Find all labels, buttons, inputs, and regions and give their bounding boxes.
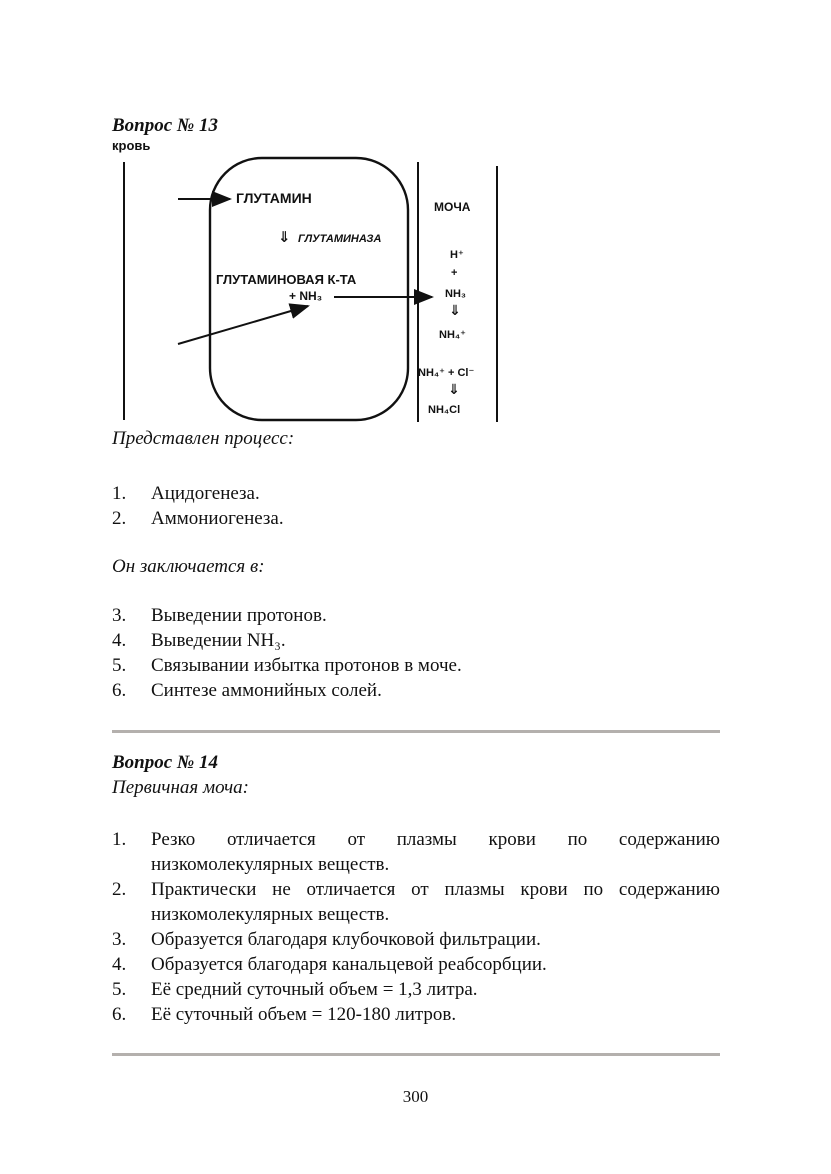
answer-option [112,603,720,628]
plus-nh3-label: + NH₃ [289,289,323,303]
answer-option [112,977,720,1002]
answer-option [112,628,720,653]
page-number: 300 [402,1087,429,1106]
option-number: 1. [112,829,127,850]
question-14-prompt: Первичная моча: [112,777,249,798]
option-text: Выведении протонов. [151,605,327,626]
nh4cl-label: NH₄Cl [428,404,461,416]
down-arrow-icon: ⇓ [278,229,291,246]
down-arrow-icon: ⇓ [448,381,460,397]
question-13-prompt-1: Представлен процесс: [112,428,295,449]
option-number: 2. [112,879,127,900]
option-number: 6. [112,1004,127,1025]
option-number: 4. [112,630,127,651]
urine-label: МОЧА [434,200,471,214]
option-text: Аммониогенеза. [151,508,284,529]
answer-option [112,877,720,927]
option-text: Выведении NH₃. [151,630,286,651]
option-text: Резко отличается от плазмы крови по содержанию низкомолекулярных веществ. [151,829,720,875]
question-13-options-1 [112,481,720,531]
nh3-urine-label: NH₃ [445,288,466,300]
question-14-options [112,827,720,1027]
glutamic-acid-label: ГЛУТАМИНОВАЯ К-ТА [216,272,357,287]
h-plus-label: H⁺ [450,249,464,261]
option-text: Связывании избытка протонов в моче. [151,655,462,676]
section-divider [112,1053,720,1056]
question-13-title: Вопрос № 13 [112,115,219,136]
answer-option [112,678,720,703]
nh4-label: NH₄⁺ [439,329,466,341]
option-text: Ацидогенеза. [151,483,260,504]
answer-option [112,827,720,877]
option-number: 5. [112,979,127,1000]
option-text: Практически не отличается от плазмы крови по содержанию низкомолекулярных веществ. [151,879,720,925]
blood-to-nh3-arrow [178,306,308,344]
section-divider [112,730,720,733]
plus-label: + [451,267,458,279]
blood-label: кровь [112,138,151,153]
option-text: Синтезе аммонийных солей. [151,680,382,701]
option-text: Образуется благодаря канальцевой реабсорбции. [151,954,547,975]
ammoniogenesis-diagram [112,138,512,428]
question-13-prompt-2: Он заключается в: [112,556,265,577]
answer-option [112,1002,720,1027]
option-number: 3. [112,929,127,950]
answer-option [112,952,720,977]
option-number: 6. [112,680,127,701]
option-number: 2. [112,508,127,529]
option-text: Её средний суточный объем = 1,3 литра. [151,979,478,1000]
answer-option [112,481,720,506]
option-number: 3. [112,605,127,626]
option-text: Образуется благодаря клубочковой фильтрации. [151,929,541,950]
nh4-cl-label: NH₄⁺ + Cl⁻ [418,367,475,379]
option-number: 5. [112,655,127,676]
option-number: 1. [112,483,127,504]
answer-option [112,653,720,678]
option-text: Её суточный объем = 120-180 литров. [151,1004,457,1025]
answer-option [112,927,720,952]
answer-option [112,506,720,531]
question-14-title: Вопрос № 14 [112,752,219,773]
glutaminase-label: ГЛУТАМИНАЗА [298,233,382,245]
glutamine-label: ГЛУТАМИН [236,190,312,206]
question-13-options-2 [112,603,720,703]
down-arrow-icon: ⇓ [449,302,461,318]
option-number: 4. [112,954,127,975]
